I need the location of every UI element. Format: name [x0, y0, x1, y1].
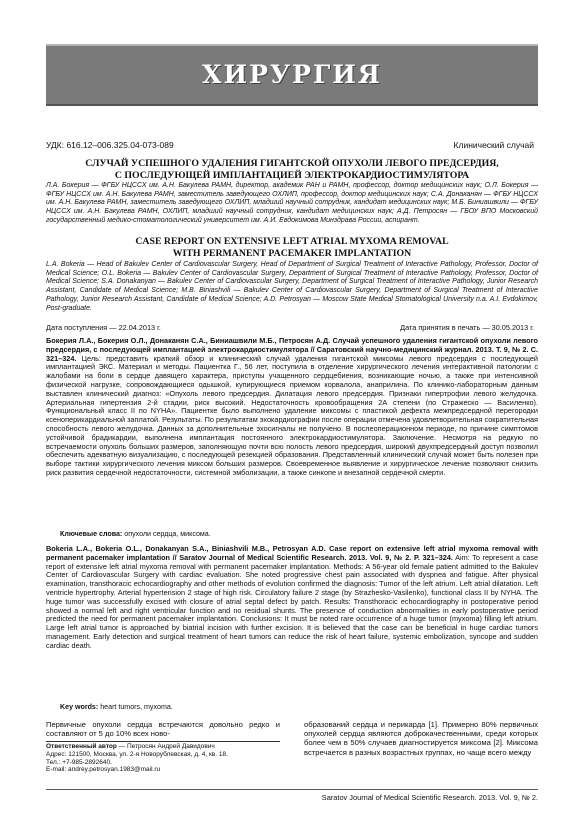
corresponding-author-name: — Петросян Андрей Давидович — [118, 743, 215, 750]
title-ru-line-2: С ПОСЛЕДУЮЩЕЙ ИМПЛАНТАЦИЕЙ ЭЛЕКТРОКАРДИОСТИМУЛЯТОРА — [114, 170, 470, 181]
abstract-ru-text: Цель: представить краткий обзор и клинический случай удаления гигантской миксомы левого предсердия с последующей имплантацией ЭКС. Материал и методы. Пациентка Г., 56 лет, поступила в отделение хирургического лечения интерактивной патологии с жалобами на боли в сердце давящего характера, приступы учащенного сердцебиения, возникающие ночью, а также при интенсивной физической нагрузке, сопровождающиеся одышкой, купирующиеся приемом корвалола, анаприлина. По клинико-лабораторным данным выставлен клинический диагноз: «Опухоль левого предсердия. Дилатация левого предсердия. Признаки гипертрофии левого желудочка. Артериальная гипертензия 2-й стадии, риск высокий. Недостаточность кровообращения 2А степени (по Стражеско — Василенко). Функциональный класс II по NYHA». Пациентке было выполнено удаление миксомы с пластикой дефекта межпредсердной перегородки ксеноперикардиальной заплатой. Результаты. По результатам эхокардиографии после операции отмечена удовлетворительная сократительная способность левого желудочка. Данных за дополнительные эхосигналы не получено. В послеоперационном периоде, по причине симптомов устойчивой брадикардии, выполнена имплантация постоянного электрокардиостимулятора. Заключение. Несмотря на редкую по встречаемости опухоль больших размеров, заполняющую почти всю полость левого предсердия, широкий двухпредсердный доступ позволил обеспечить адекватную визуализацию, с последующей резекцией образования. Представленный клинический случай может быть полезен при выборе тактики хирургического лечения миксом больших размеров. Своевременное выявление и хирургическое лечение позволяют снизить риск развития сердечной недостаточности, системной эмболизации, а также синкопе и внезапной сердечной смерти. — [46, 353, 538, 477]
keywords-ru-text: опухоли сердца, миксома. — [124, 530, 211, 538]
corresponding-author-phone: Тел.: +7-985-2892640. — [46, 758, 112, 766]
keywords-ru-label: Ключевые слова: — [60, 530, 123, 538]
corresponding-author-block — [46, 741, 280, 774]
abstract-ru — [46, 337, 538, 478]
article-rubric: Клинический случай — [453, 140, 534, 150]
abstract-en-text: Aim: To represent a case report of extensive left atrial myxoma removal with permanent pacemaker implantation. Methods: A 56-year old female patient admitted to the Bakulev Center of Cardiovascular Surgery with cardiac evaluation. She noted progressive chest pain associated with dyspnea and fatigue. After physical examination, transthoracic echocardiography and other methods of evolution confirmed the diagnosis: Tumor of the left atrium. Left atrial dilatation. Left ventricle hypertrophy. Arterial hypertension 2 stage of high risk. Circulatory failure 2 stage (by Strazhesko-Vasilenko), functional class II by NYHA. The huge tumor was successfully excised with closure of atrial septal defect by patch. Results: Transthoracic echocardiography in postoperative period showed a normal left and right ventricular function and no residual shunts. The presence of conduction abnormalities in early postoperative period predicted the need for permanent pacemaker implantation. Conclusions: It must be noted rare occurrence of a huge tumor (myxoma) filling left atrium. Large left atrial tumor is approached by biatrial incision with further excision. It is believed that the case can be beneficial in huge cardiac tumors management. Early detection and surgical treatment of heart tumors can reduce the risk of heart failure, systemic embolization, syncope and sudden cardiac death. — [46, 552, 539, 650]
section-banner — [46, 44, 538, 106]
title-en-line-1: CASE REPORT ON EXTENSIVE LEFT ATRIAL MYXOMA REMOVAL — [135, 236, 449, 247]
section-title: ХИРУРГИЯ — [202, 60, 382, 89]
corresponding-author — [46, 743, 280, 751]
corresponding-author-email: E-mail: andrey.petrosyan.1983@mail.ru — [46, 766, 161, 774]
body-text-left-column: Первичные опухоли сердца встречаются довольно редко и составляют от 5 до 10% всех ново- — [46, 720, 280, 739]
authors-en: L.A. Bokeria — Head of Bakulev Center of Cardiovascular Surgery, Head of Department of Surgical Treatment of Interactive Pathology, Professor, Doctor of Medical Science; O.L. Bokeria — Bakulev Center of Cardiovascular Surgery, Department of Surgical Treatment of Interactive Pathology, Professor, Doctor of Medical Science; S.A. Donakanyan — Bakulev Center of Cardiovascular Surgery, Department of Surgical Treatment of Interactive Pathology, Junior Research Assistant, Candidate of Medical Science; M.B. Biniashvili — Bakulev Center of Cardiovascular Surgery, Department of Surgical Treatment of Interactive Pathology, Junior Research Assistant, Candidate of Medical Science; A.D. Petrosyan — Moscow State Medical Stomatological University n.a. A.I. Evdokimov, Post-graduate. — [46, 261, 538, 312]
corresponding-author-label: Ответственный автор — [46, 743, 117, 750]
date-received: Дата поступления — 22.04.2013 г. — [46, 323, 161, 332]
title-en-line-2: WITH PERMANENT PACEMAKER IMPLANTATION — [172, 248, 412, 259]
date-accepted: Дата принятия в печать — 30.05.2013 г. — [400, 323, 534, 332]
title-ru-line-1: СЛУЧАЙ УСПЕШНОГО УДАЛЕНИЯ ГИГАНТСКОЙ ОПУХОЛИ ЛЕВОГО ПРЕДСЕРДИЯ, — [85, 158, 499, 169]
citation-en: Bokeria L.A., Bokeria O.L., Donakanyan S.A., Biniashvili M.B., Petrosyan A.D. Case report on extensive left atrial myxoma removal with permanent pacemaker implantation // Saratov Journal of Medical Scientific Research. 2013. Vol. 9, № 2. P. 321–324. — [46, 544, 538, 562]
journal-footer: Saratov Journal of Medical Scientific Research. 2013. Vol. 9, № 2. — [46, 789, 538, 802]
body-text-right-column: образований сердца и перикарда [1]. Примерно 80% первичных опухолей сердца являются доброкачественными, среди которых более чем в 50% случаев диагностируется миксома [2]. Миксома встречается в разных возрастных группах, но чаще всего между — [304, 720, 538, 757]
article-title-ru — [46, 158, 538, 182]
keywords-en-text: heart tumors, myxoma. — [100, 703, 173, 711]
keywords-ru — [60, 530, 211, 538]
article-title-en — [46, 236, 538, 260]
abstract-en — [46, 545, 538, 651]
keywords-en-label: Key words: — [60, 703, 99, 711]
citation-ru: Бокерия Л.А., Бокерия О.Л., Донаканян С.А., Биниашвили М.Б., Петросян А.Д. Случай успешного удаления гигантской опухоли левого предсердия, с последующей имплантацией электрокардиостимулятора // Саратовский научно-медицинский журнал. 2013. Т. 9, № 2. С. 321–324. — [46, 336, 538, 363]
authors-ru: Л.А. Бокерия — ФГБУ НЦССХ им. А.Н. Бакулева РАМН, директор, академик РАН и РАМН, профессор, доктор медицинских наук; О.Л. Бокерия — ФГБУ НЦССХ им. А.Н. Бакулева РАМН, заместитель заведующего ОХЛИП, профессор, доктор медицинских наук; С.А. Донаканян — ФГБУ НЦССХ им. А.Н. Бакулева РАМН, заместитель заведующего ОХЛИП, младший научный сотрудник, кандидат медицинских наук; М.Б. Биниашвили — ФГБУ НЦССХ им. А.Н. Бакулева РАМН, ОХЛИП, младший научный сотрудник, кандидат медицинских наук; А.Д. Петросян — ГБОУ ВПО Московский государственный медико-стоматологический университет им. А.И. Евдокимова Минздрава России, аспирант. — [46, 182, 538, 224]
corresponding-author-address: Адрес: 121500, Москва, ул. 2-я Новорублевская, д. 4, кв. 18. — [46, 750, 228, 758]
udk-code: УДК: 616.12–006.325.04-073-089 — [46, 140, 174, 150]
keywords-en — [60, 703, 173, 711]
